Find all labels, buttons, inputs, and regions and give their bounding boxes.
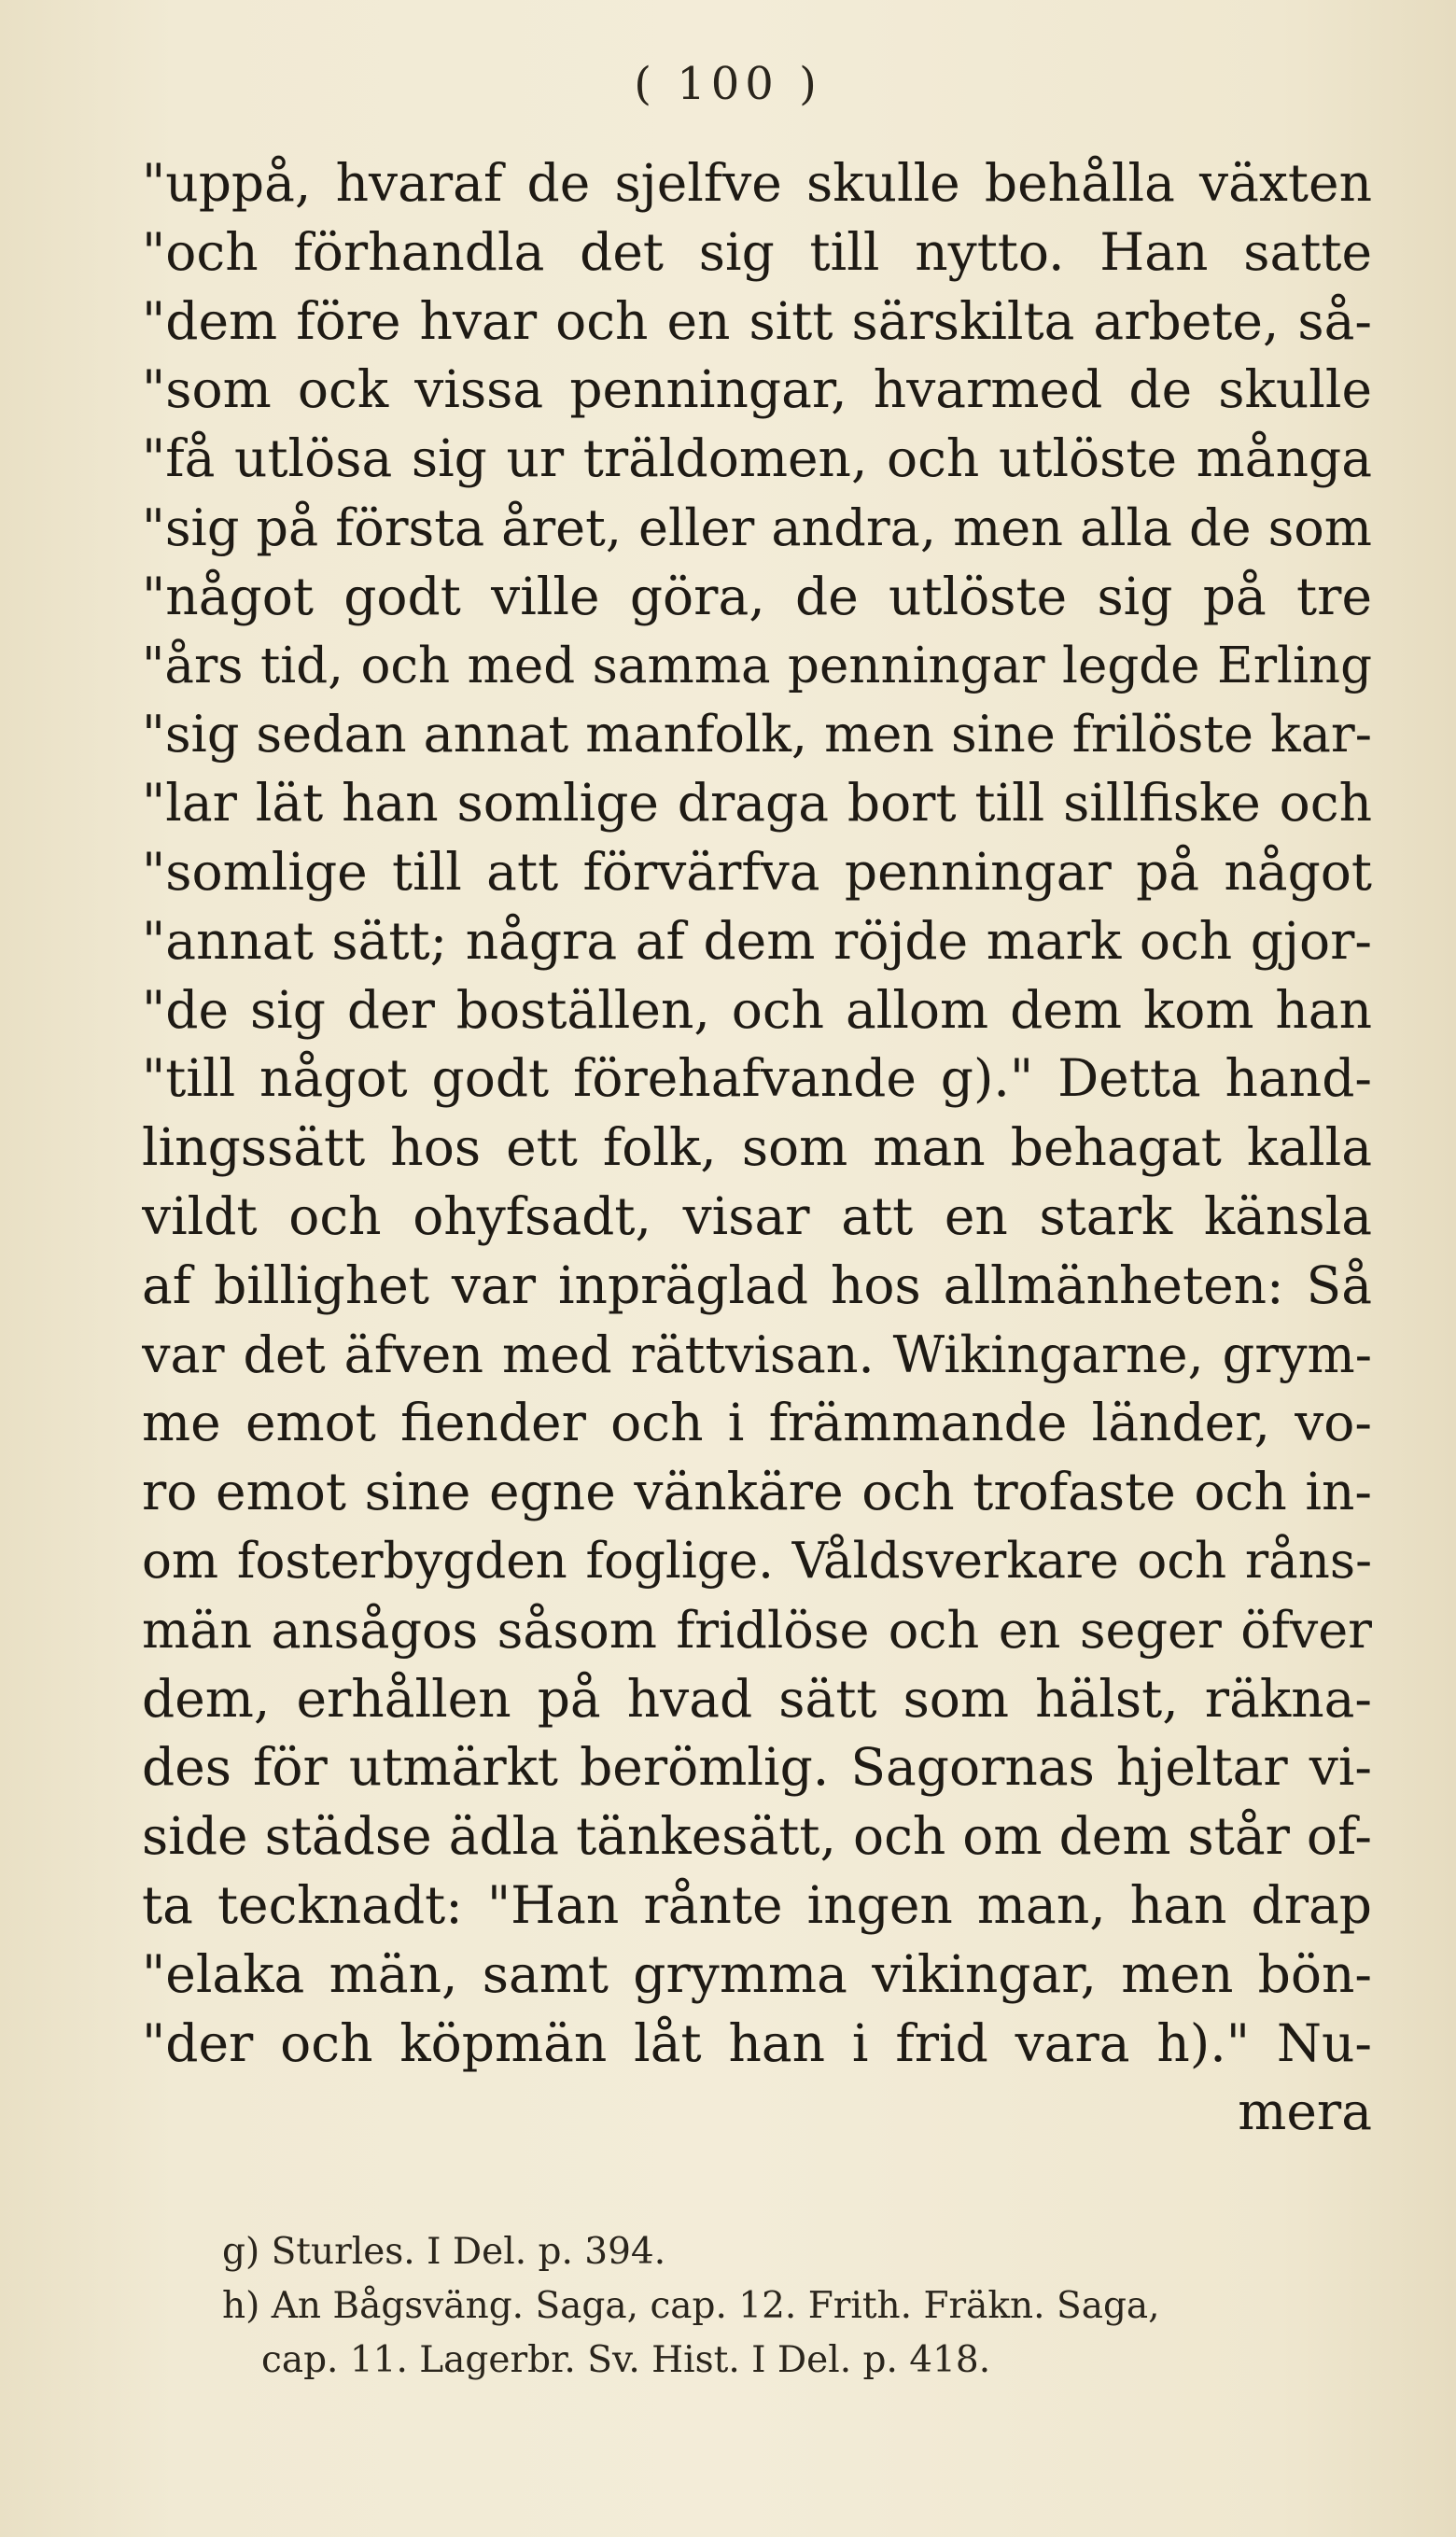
- text-line: "sig på första året, eller andra, men alla de som: [142, 498, 1372, 557]
- text-line: "dem före hvar och en sitt särskilta arbete, så-: [142, 290, 1372, 351]
- text-line: vildt och ohyfsadt, visar att en stark känsla: [142, 1185, 1372, 1246]
- page-number: ( 100 ): [634, 58, 822, 110]
- text-line: "der och köpmän låt han i frid vara h)." Nu-: [142, 2012, 1372, 2073]
- text-line: me emot fiender och i främmande länder, vo-: [142, 1393, 1372, 1453]
- text-line: om fosterbygden foglige. Våldsverkare och råns-: [142, 1532, 1372, 1590]
- text-line: dem, erhållen på hvad sätt som hälst, räkna-: [142, 1668, 1372, 1729]
- text-line: "få utlösa sig ur träldomen, och utlöste många: [142, 428, 1372, 489]
- text-line: "och förhandla det sig till nytto. Han satte: [142, 221, 1372, 282]
- text-line: lingssätt hos ett folk, som man behagat kalla: [142, 1117, 1372, 1178]
- text-line: ro emot sine egne vänkäre och trofaste och in-: [142, 1462, 1372, 1522]
- text-line: "sig sedan annat manfolk, men sine frilöste kar-: [142, 705, 1372, 764]
- text-line: "uppå, hvaraf de sjelfve skulle behålla växten: [142, 153, 1372, 213]
- text-line: "somlige till att förvärfva penningar på något: [142, 841, 1372, 902]
- text-line: "de sig der boställen, och allom dem kom han: [142, 979, 1372, 1040]
- footnote-h-continuation: cap. 11. Lagerbr. Sv. Hist. I Del. p. 418.: [261, 2339, 991, 2381]
- text-line: män ansågos såsom fridlöse och en seger öfver: [142, 1600, 1372, 1660]
- text-line: ta tecknadt: "Han rånte ingen man, han drap: [142, 1874, 1372, 1935]
- text-line: "till något godt förehafvande g)." Detta hand-: [142, 1048, 1372, 1109]
- text-line: "lar lät han somlige draga bort till sillfiske och: [142, 773, 1372, 834]
- footnotes: [222, 2225, 1372, 2388]
- text-line: "något godt ville göra, de utlöste sig på tre: [142, 566, 1372, 626]
- footnote-h: h) An Bågsväng. Saga, cap. 12. Frith. Fräkn. Saga,: [222, 2285, 1160, 2327]
- text-line: des för utmärkt berömlig. Sagornas hjeltar vi-: [142, 1737, 1372, 1798]
- text-line: "som ock vissa penningar, hvarmed de skulle: [142, 359, 1372, 420]
- catchword: mera: [1238, 2081, 1372, 2142]
- text-line: af billighet var inpräglad hos allmänheten: Så: [142, 1254, 1372, 1315]
- footnote-g: g) Sturles. I Del. p. 394.: [222, 2231, 666, 2273]
- text-line: "elaka män, samt grymma vikingar, men bön-: [142, 1943, 1372, 2004]
- body-text: [142, 149, 1372, 2147]
- text-line: side städse ädla tänkesätt, och om dem står of-: [142, 1806, 1372, 1867]
- text-line: var det äfven med rättvisan. Wikingarne, grym-: [142, 1325, 1372, 1384]
- text-line: "års tid, och med samma penningar legde Erling: [142, 637, 1372, 694]
- text-line: "annat sätt; några af dem röjde mark och gjor-: [142, 910, 1372, 971]
